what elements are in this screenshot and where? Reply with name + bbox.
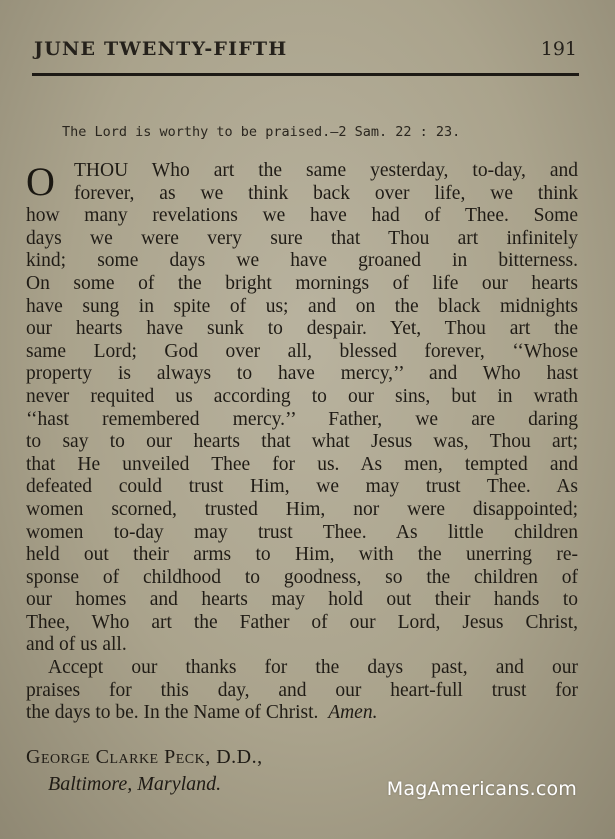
header-rule <box>32 73 579 76</box>
scripture-verse: The Lord is worthy to be praised.—2 Sam. 22 : 23. <box>62 124 461 140</box>
prayer-line: that He unveiled Thee for us. As men, tempted and <box>26 453 578 475</box>
prayer-line: ‘‘hast remembered mercy.’’ Father, we are daring <box>26 408 578 430</box>
prayer-line: never requited us according to our sins, but in wrath <box>26 385 578 407</box>
page-title: JUNE TWENTY-FIFTH <box>34 38 288 60</box>
prayer-line: have sung in spite of us; and on the black midnights <box>26 295 578 317</box>
prayer-line: women to-day may trust Thee. As little children <box>26 521 578 543</box>
prayer-line: our hearts have sunk to despair. Yet, Thou art the <box>26 318 578 340</box>
author-location: Baltimore, Maryland. <box>48 773 222 795</box>
prayer-line: how many revelations we have had of Thee. Some <box>26 205 578 227</box>
prayer-line: On some of the bright mornings of life our hearts <box>26 272 578 294</box>
prayer-line: days we were very sure that Thou art infinitely <box>26 227 578 249</box>
prayer-line: held out their arms to Him, with the unerring re- <box>26 544 578 566</box>
author-name: George Clarke Peck, D.D., <box>26 746 263 768</box>
page-number: 191 <box>540 38 577 60</box>
prayer-line: kind; some days we have groaned in bitterness. <box>26 250 578 272</box>
prayer-line: forever, as we think back over life, we think <box>74 182 578 204</box>
closing-line-text: the days to be. In the Name of Christ. <box>26 702 319 724</box>
closing-line: praises for this day, and our heart-full trust for <box>26 679 578 701</box>
amen: Amen. <box>328 702 378 724</box>
prayer-line: our homes and hearts may hold out their hands to <box>26 589 578 611</box>
prayer-line: and of us all. <box>26 634 127 656</box>
drop-cap: O <box>26 159 55 204</box>
prayer-line: THOU Who art the same yesterday, to-day, and <box>74 160 578 181</box>
site-watermark: MagAmericans.com <box>386 778 577 800</box>
closing-line-final <box>26 702 578 725</box>
prayer-line: sponse of childhood to goodness, so the children of <box>26 566 578 588</box>
closing-line: Accept our thanks for the days past, and our <box>48 657 578 679</box>
prayer-line: property is always to have mercy,’’ and Who hast <box>26 363 578 385</box>
prayer-line: Thee, Who art the Father of our Lord, Jesus Christ, <box>26 611 578 633</box>
prayer-line: to say to our hearts that what Jesus was, Thou art; <box>26 431 578 453</box>
prayer-line: same Lord; God over all, blessed forever, ‘‘Whose <box>26 340 578 362</box>
prayer-line: women scorned, trusted Him, nor were disappointed; <box>26 498 578 520</box>
prayer-line: defeated could trust Him, we may trust Thee. As <box>26 476 578 498</box>
prayer-text <box>26 160 578 725</box>
